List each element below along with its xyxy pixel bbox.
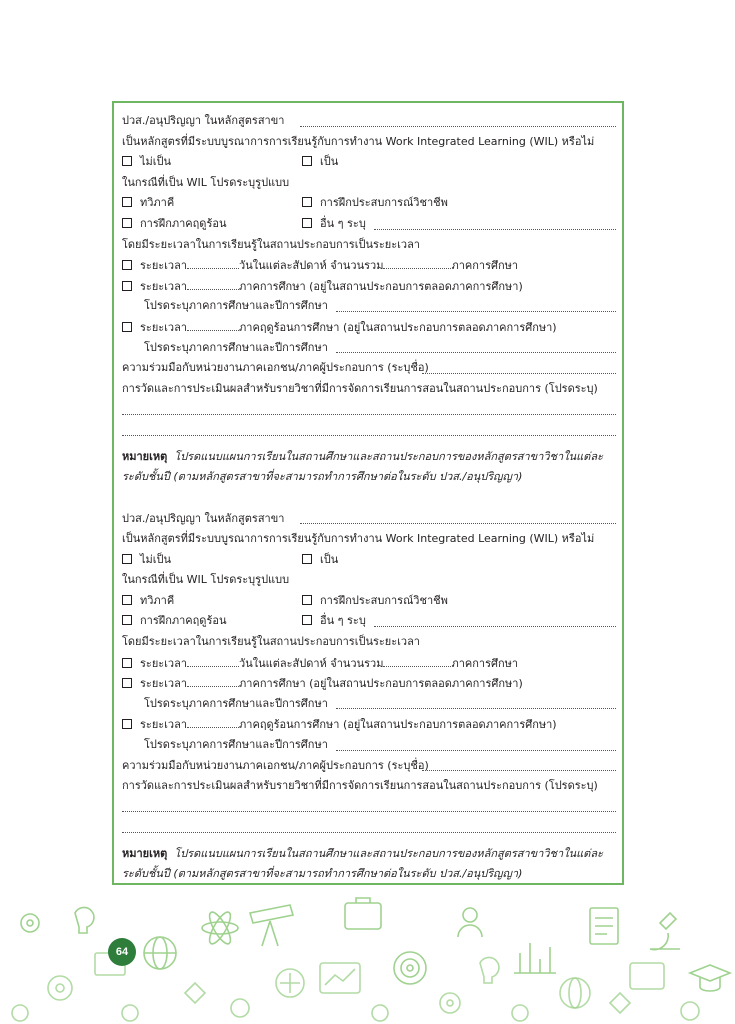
- term-year-field[interactable]: [336, 695, 616, 709]
- duration-3-text: ภาคฤดูร้อนการศึกษา (อยู่ในสถานประกอบการตลอดภาคการศึกษา): [239, 718, 557, 732]
- terms-field[interactable]: [187, 276, 239, 290]
- duration-3-spec-label: โปรดระบุภาคการศึกษาและปีการศึกษา: [144, 738, 328, 752]
- other-field[interactable]: [374, 613, 616, 627]
- wil-type-label: ในกรณีที่เป็น WIL โปรดระบุรูปแบบ: [122, 175, 290, 189]
- graduation-icon: [690, 965, 730, 991]
- note-text: โปรดแนบแผนการเรียนในสถานศึกษาและสถานประกอบการของหลักสูตรสาขาวิชาในแต่ละระดับชั้นปี (ตามหลักสูตรสาขาที่จะสามารถทำการศึกษาต่อในระดับ ปวส./อนุปริญญา): [122, 847, 603, 880]
- option-other-label: อื่น ๆ ระบุ: [320, 614, 366, 628]
- checkbox-no[interactable]: [122, 156, 132, 166]
- page-number-badge: 64: [108, 938, 136, 966]
- form-block-1: [122, 111, 616, 487]
- partner-label: ความร่วมมือกับหน่วยงานภาคเอกชน/ภาคผู้ประกอบการ (ระบุชื่อ): [122, 758, 429, 772]
- summer-year-field[interactable]: [336, 737, 616, 751]
- chart-icon: [514, 943, 556, 973]
- partner-field[interactable]: [422, 757, 616, 771]
- microscope-icon: [650, 913, 680, 950]
- summer-terms-field[interactable]: [187, 714, 239, 728]
- note-text: โปรดแนบแผนการเรียนในสถานศึกษาและสถานประกอบการของหลักสูตรสาขาวิชาในแต่ละระดับชั้นปี (ตามหลักสูตรสาขาที่จะสามารถทำการศึกษาต่อในระดับ ปวส./อนุปริญญา): [122, 449, 603, 483]
- checkbox-summer[interactable]: [122, 615, 132, 625]
- checkbox-dual[interactable]: [122, 197, 132, 207]
- checkbox-duration-3[interactable]: [122, 719, 132, 729]
- checkbox-dual[interactable]: [122, 595, 132, 605]
- checkbox-other[interactable]: [302, 218, 312, 228]
- wil-form-frame: [112, 101, 624, 885]
- option-coop-label: การฝึกประสบการณ์วิชาชีพ: [320, 196, 448, 210]
- checkbox-other[interactable]: [302, 615, 312, 625]
- note-label: หมายเหตุ: [122, 847, 168, 860]
- evaluation-field-1[interactable]: [122, 401, 616, 415]
- option-dual-label: ทวิภาคี: [140, 196, 175, 210]
- evaluation-field-2[interactable]: [122, 422, 616, 436]
- duration-heading: โดยมีระยะเวลาในการเรียนรู้ในสถานประกอบการเป็นระยะเวลา: [122, 635, 420, 649]
- briefcase-icon: [345, 898, 381, 929]
- program-field[interactable]: [300, 113, 616, 127]
- terms-field[interactable]: [187, 673, 239, 687]
- checkbox-duration-2[interactable]: [122, 281, 132, 291]
- partner-field[interactable]: [422, 360, 616, 374]
- duration-2-text: ภาคการศึกษา (อยู่ในสถานประกอบการตลอดภาคการศึกษา): [239, 677, 523, 691]
- option-no-label: ไม่เป็น: [140, 552, 172, 566]
- gear-icon: [21, 914, 39, 932]
- duration-1-days-text: วันในแต่ละสัปดาห์ จำนวนรวม: [239, 656, 384, 670]
- program-field[interactable]: [300, 510, 616, 524]
- checkbox-duration-1[interactable]: [122, 260, 132, 270]
- wil-type-label: ในกรณีที่เป็น WIL โปรดระบุรูปแบบ: [122, 573, 290, 587]
- wil-question: เป็นหลักสูตรที่มีระบบบูรณาการการเรียนรู้กับการทำงาน Work Integrated Learning (WIL) หรือไม่: [122, 532, 595, 546]
- note: [122, 844, 616, 884]
- atom-icon: [202, 909, 238, 946]
- duration-1-term-text: ภาคการศึกษา: [451, 259, 519, 273]
- total-field[interactable]: [383, 653, 451, 667]
- checkbox-summer[interactable]: [122, 218, 132, 228]
- duration-1-label: ระยะเวลา: [140, 259, 188, 273]
- checkbox-coop[interactable]: [302, 197, 312, 207]
- checkbox-no[interactable]: [122, 554, 132, 564]
- evaluation-field-2[interactable]: [122, 819, 616, 833]
- checkbox-yes[interactable]: [302, 156, 312, 166]
- option-other-label: อื่น ๆ ระบุ: [320, 216, 366, 230]
- days-field[interactable]: [187, 653, 239, 667]
- program-label: ปวส./อนุปริญญา ในหลักสูตรสาขา: [122, 114, 285, 127]
- days-field[interactable]: [187, 255, 239, 269]
- term-year-field[interactable]: [336, 298, 616, 312]
- lightbulb-icon: [75, 907, 94, 933]
- evaluation-field-1[interactable]: [122, 798, 616, 812]
- duration-heading: โดยมีระยะเวลาในการเรียนรู้ในสถานประกอบการเป็นระยะเวลา: [122, 237, 420, 251]
- duration-2-text: ภาคการศึกษา (อยู่ในสถานประกอบการตลอดภาคการศึกษา): [239, 279, 523, 293]
- option-yes-label: เป็น: [320, 155, 339, 169]
- duration-3-spec-label: โปรดระบุภาคการศึกษาและปีการศึกษา: [144, 340, 328, 354]
- globe-icon: [144, 937, 176, 969]
- option-summer-label: การฝึกภาคฤดูร้อน: [140, 216, 227, 230]
- partner-label: ความร่วมมือกับหน่วยงานภาคเอกชน/ภาคผู้ประกอบการ (ระบุชื่อ): [122, 361, 429, 375]
- duration-3-label: ระยะเวลา: [140, 320, 188, 334]
- duration-1-days-text: วันในแต่ละสัปดาห์ จำนวนรวม: [239, 259, 384, 273]
- total-field[interactable]: [383, 255, 451, 269]
- duration-3-text: ภาคฤดูร้อนการศึกษา (อยู่ในสถานประกอบการตลอดภาคการศึกษา): [239, 320, 557, 334]
- checkbox-duration-1[interactable]: [122, 658, 132, 668]
- note: [122, 447, 616, 487]
- wil-question: เป็นหลักสูตรที่มีระบบบูรณาการการเรียนรู้กับการทำงาน Work Integrated Learning (WIL) หรือไม่: [122, 134, 595, 148]
- duration-2-label: ระยะเวลา: [140, 677, 188, 691]
- option-coop-label: การฝึกประสบการณ์วิชาชีพ: [320, 593, 448, 607]
- program-label: ปวส./อนุปริญญา ในหลักสูตรสาขา: [122, 511, 285, 525]
- form-block-2: [122, 509, 616, 885]
- document-icon: [590, 908, 618, 944]
- telescope-icon: [250, 905, 293, 946]
- duration-2-spec-label: โปรดระบุภาคการศึกษาและปีการศึกษา: [144, 299, 328, 313]
- target-icon: [394, 952, 426, 984]
- summer-year-field[interactable]: [336, 339, 616, 353]
- option-dual-label: ทวิภาคี: [140, 593, 175, 607]
- duration-2-spec-label: โปรดระบุภาคการศึกษาและปีการศึกษา: [144, 696, 328, 710]
- option-yes-label: เป็น: [320, 552, 339, 566]
- evaluation-label: การวัดและการประเมินผลสำหรับรายวิชาที่มีการจัดการเรียนการสอนในสถานประกอบการ (โปรดระบุ): [122, 381, 598, 395]
- option-summer-label: การฝึกภาคฤดูร้อน: [140, 614, 227, 628]
- person-icon: [458, 908, 482, 937]
- checkbox-yes[interactable]: [302, 554, 312, 564]
- checkbox-duration-3[interactable]: [122, 322, 132, 332]
- checkbox-coop[interactable]: [302, 595, 312, 605]
- duration-2-label: ระยะเวลา: [140, 279, 188, 293]
- note-label: หมายเหตุ: [122, 449, 168, 463]
- form-content: [122, 111, 616, 884]
- option-no-label: ไม่เป็น: [140, 155, 172, 169]
- summer-terms-field[interactable]: [187, 317, 239, 331]
- duration-1-term-text: ภาคการศึกษา: [451, 656, 519, 670]
- duration-1-label: ระยะเวลา: [140, 656, 188, 670]
- duration-3-label: ระยะเวลา: [140, 718, 188, 732]
- evaluation-label: การวัดและการประเมินผลสำหรับรายวิชาที่มีการจัดการเรียนการสอนในสถานประกอบการ (โปรดระบุ): [122, 779, 598, 793]
- checkbox-duration-2[interactable]: [122, 678, 132, 688]
- other-field[interactable]: [374, 216, 616, 230]
